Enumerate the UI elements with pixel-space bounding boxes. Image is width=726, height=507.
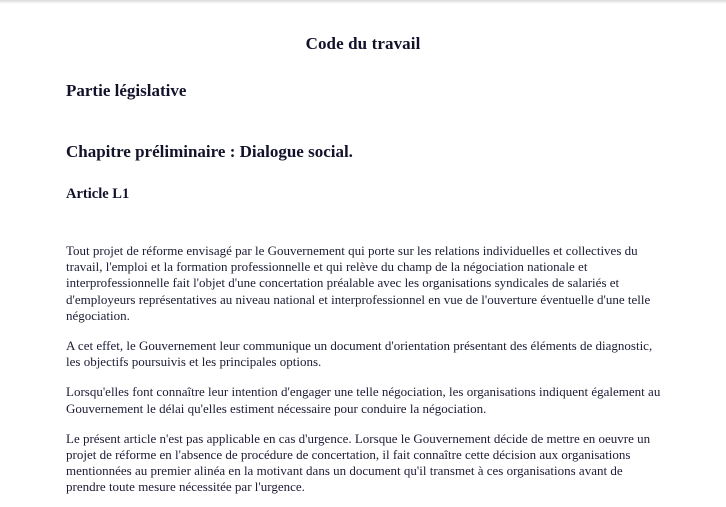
paragraph: Tout projet de réforme envisagé par le Gouvernement qui porte sur les relations individuelles et collectives du travail, l'emploi et la formation professionnelle et qui relève du champ de la négociation nationale et interprofessionnelle fait l'objet d'une concertation préalable avec les organisations syndicales de salariés et d'employeurs représentatives au niveau national et interprofessionnel en vue de l'ouverture éventuelle d'une telle négociation. <box>66 243 651 323</box>
article-body <box>66 243 664 496</box>
chapter-heading: Chapitre préliminaire : Dialogue social. <box>66 142 353 161</box>
document-title: Code du travail <box>305 34 421 53</box>
page-top-edge <box>0 0 726 4</box>
paragraph: Lorsqu'elles font connaître leur intention d'engager une telle négociation, les organisations indiquent également au Gouvernement le délai qu'elles estiment nécessaire pour conduire la négociation. <box>66 384 661 416</box>
article-heading: Article L1 <box>66 186 130 202</box>
part-heading: Partie législative <box>66 81 187 100</box>
paragraph: Le présent article n'est pas applicable en cas d'urgence. Lorsque le Gouvernement décide de mettre en oeuvre un projet de réforme en l'absence de procédure de concertation, il fait connaître cette décision aux organisations mentionnées au premier alinéa en la motivant dans un document qu'il transmet à ces organisations avant de prendre toute mesure nécessitée par l'urgence. <box>66 430 651 495</box>
paragraph: A cet effet, le Gouvernement leur communique un document d'orientation présentant des éléments de diagnostic, les objectifs poursuivis et les principales options. <box>66 338 653 370</box>
